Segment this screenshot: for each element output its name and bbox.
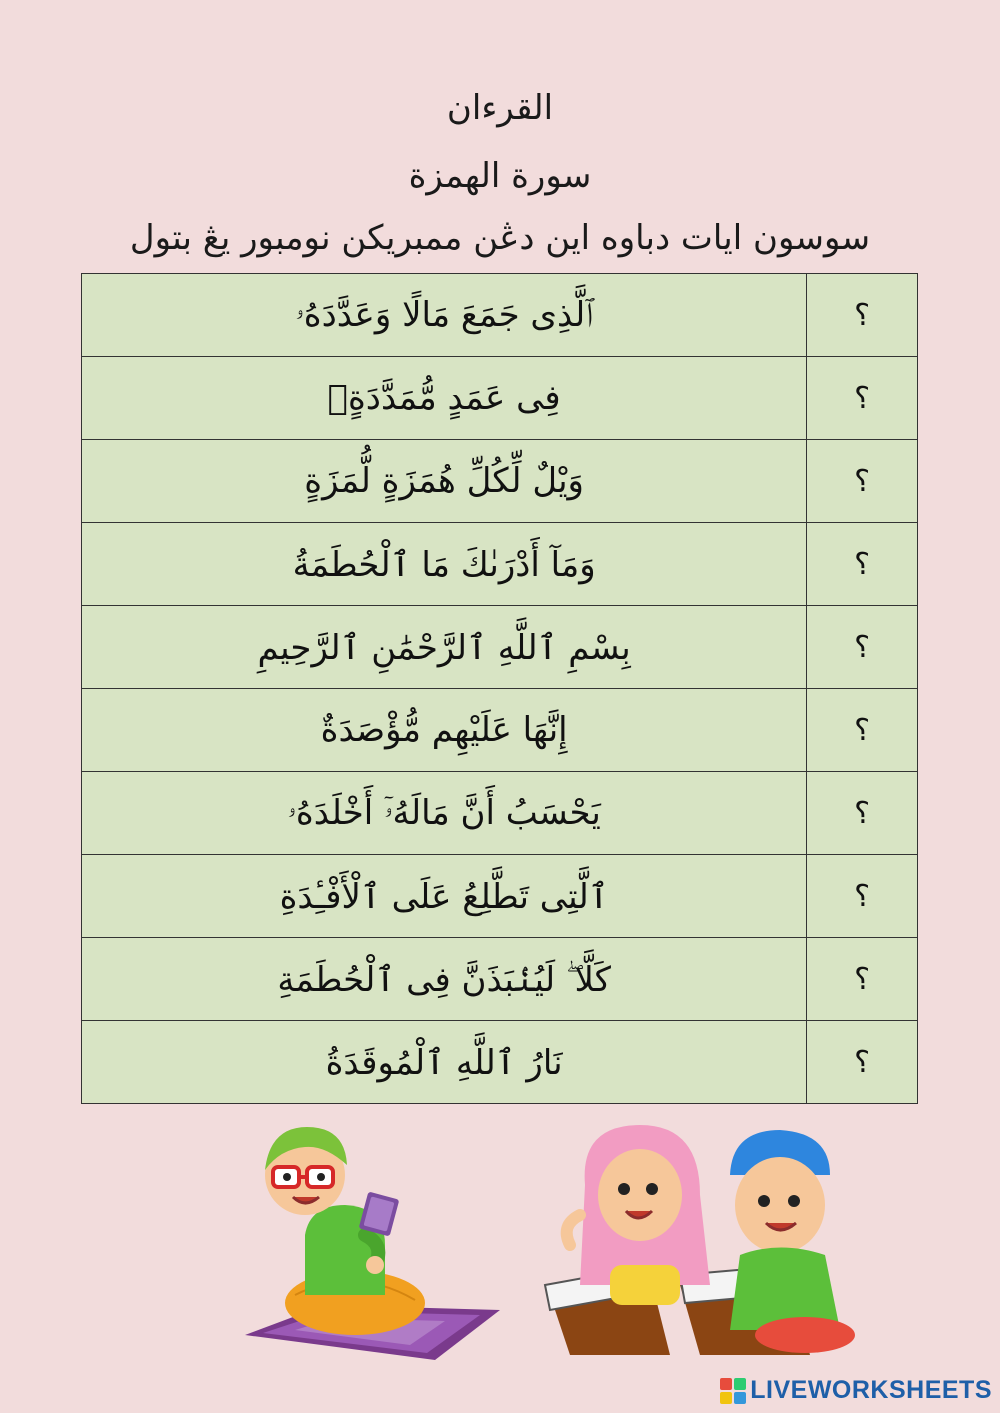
instruction-text: سوسون ايات دباوه اين دڠن ممبريکن نومبور يڠ بتول: [129, 218, 871, 258]
verse-text: بِسْمِ ٱللَّهِ ٱلرَّحْمَٰنِ ٱلرَّحِيمِ: [82, 606, 807, 689]
table-row: [82, 440, 918, 523]
brand-footer: [720, 1376, 992, 1405]
verse-text: فِى عَمَدٍ مُّمَدَّدَةٍۭ: [82, 357, 807, 440]
answer-field[interactable]: ؟: [807, 689, 918, 772]
answer-field[interactable]: ؟: [807, 855, 918, 938]
table-row: [82, 357, 918, 440]
table-row: [82, 772, 918, 855]
brand-name: LIVEWORKSHEETS: [750, 1376, 992, 1404]
answer-field[interactable]: ؟: [807, 1021, 918, 1104]
page-title: القرءان: [446, 88, 554, 128]
answer-field[interactable]: ؟: [807, 357, 918, 440]
answer-field[interactable]: ؟: [807, 938, 918, 1021]
table-row: [82, 1021, 918, 1104]
table-row: [82, 855, 918, 938]
boy-reading-illustration: [235, 1115, 505, 1365]
verse-text: ٱلَّذِى جَمَعَ مَالًا وَعَدَّدَهُۥ: [82, 274, 807, 357]
liveworksheets-logo-icon: [720, 1378, 746, 1404]
verse-table: [81, 273, 918, 1104]
answer-field[interactable]: ؟: [807, 606, 918, 689]
surah-title: سورة الهمزة: [408, 156, 592, 196]
table-row: [82, 938, 918, 1021]
verse-text: كَلَّا ۖ لَيُنۢبَذَنَّ فِى ٱلْحُطَمَةِ: [82, 938, 807, 1021]
kids-reading-illustration: [540, 1115, 860, 1360]
table-row: [82, 274, 918, 357]
verse-text: يَحْسَبُ أَنَّ مَالَهُۥٓ أَخْلَدَهُۥ: [82, 772, 807, 855]
answer-field[interactable]: ؟: [807, 772, 918, 855]
verse-text: نَارُ ٱللَّهِ ٱلْمُوقَدَةُ: [82, 1021, 807, 1104]
verse-text: ٱلَّتِى تَطَّلِعُ عَلَى ٱلْأَفْـِٔدَةِ: [82, 855, 807, 938]
answer-field[interactable]: ؟: [807, 274, 918, 357]
answer-field[interactable]: ؟: [807, 523, 918, 606]
table-row: [82, 689, 918, 772]
verse-text: وَيْلٌ لِّكُلِّ هُمَزَةٍ لُّمَزَةٍ: [82, 440, 807, 523]
verse-text: وَمَآ أَدْرَىٰكَ مَا ٱلْحُطَمَةُ: [82, 523, 807, 606]
answer-field[interactable]: ؟: [807, 440, 918, 523]
table-row: [82, 606, 918, 689]
table-row: [82, 523, 918, 606]
verse-text: إِنَّهَا عَلَيْهِم مُّؤْصَدَةٌ: [82, 689, 807, 772]
